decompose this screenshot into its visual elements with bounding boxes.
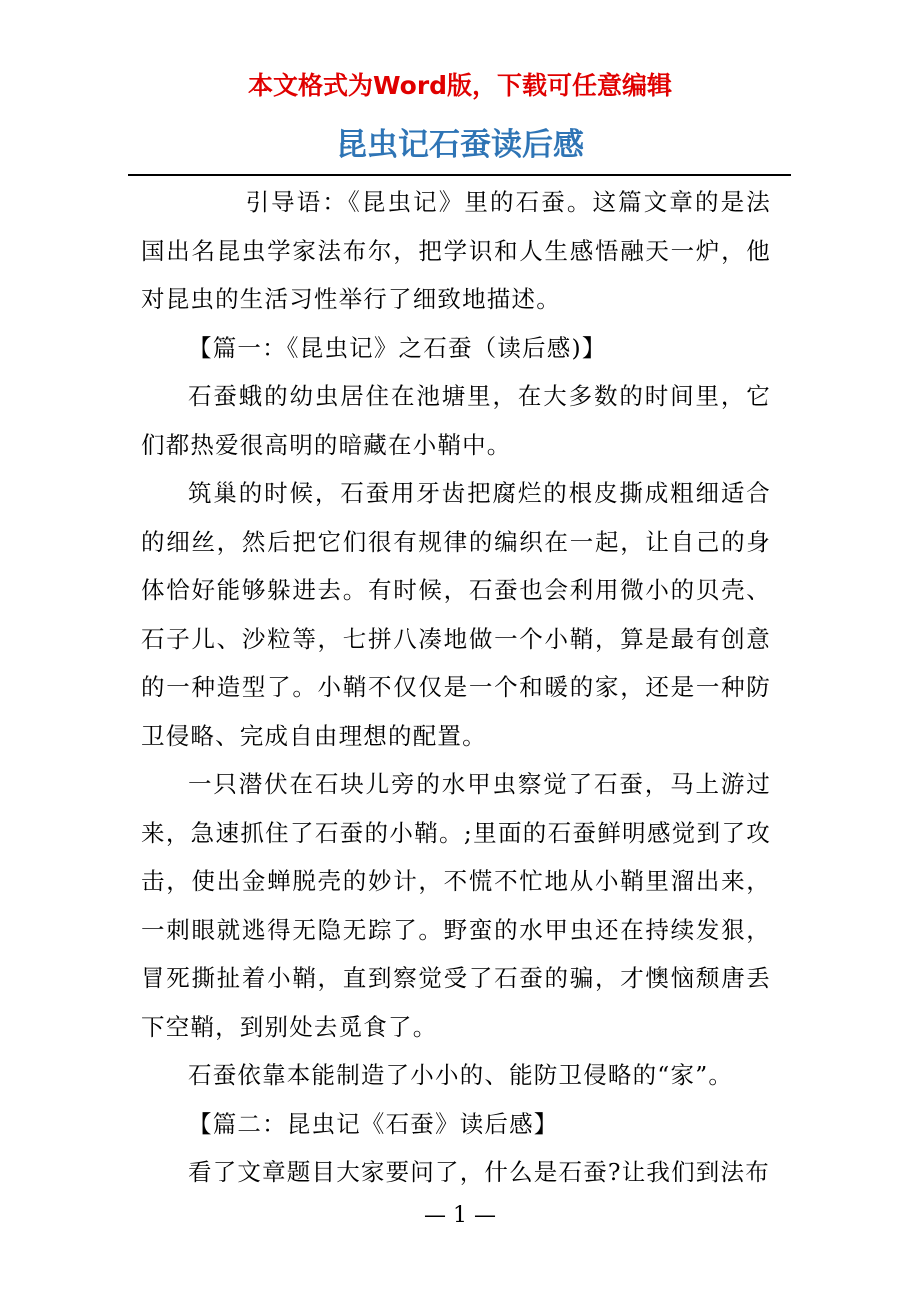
format-banner: 本文格式为Word版，下载可任意编辑 xyxy=(247,71,673,100)
title-divider xyxy=(128,174,791,176)
document-body xyxy=(141,178,771,1197)
body-paragraph: 筑巢的时候，石蚕用牙齿把腐烂的根皮撕成粗细适合的细丝，然后把它们很有规律的编织在一起，让自己的身体恰好能够躲进去。有时候，石蚕也会利用微小的贝壳、石子儿、沙粒等，七拼八凑地做一个小鞘，算是最有创意的一种造型了。小鞘不仅仅是一个和暖的家，还是一种防卫侵略、完成自由理想的配置。 xyxy=(141,479,771,750)
body-paragraph: 石蚕蛾的幼虫居住在池塘里，在大多数的时间里，它们都热爱很高明的暗藏在小鞘中。 xyxy=(141,382,771,459)
intro-paragraph: 引导语：《昆虫记》里的石蚕。这篇文章的是法国出名昆虫学家法布尔，把学识和人生感悟融天一炉，他对昆虫的生活习性举行了细致地描述。 xyxy=(141,188,771,313)
page-title: 昆虫记石蚕读后感 xyxy=(336,127,584,163)
page-number: — 1 — xyxy=(424,1203,496,1228)
body-paragraph: 看了文章题目大家要问了，什么是石蚕?让我们到法布 xyxy=(188,1158,770,1186)
body-paragraph: 石蚕依靠本能制造了小小的、能防卫侵略的“家”。 xyxy=(188,1061,734,1089)
body-paragraph: 一只潜伏在石块儿旁的水甲虫察觉了石蚕，马上游过来，急速抓住了石蚕的小鞘。;里面的石蚕鲜明感觉到了攻击，使出金蝉脱壳的妙计，不慌不忙地从小鞘里溜出来，一刺眼就逃得无隐无踪了。野蛮的水甲虫还在持续发狠，冒死撕扯着小鞘，直到察觉受了石蚕的骗，才懊恼颓唐丢下空鞘，到别处去觅食了。 xyxy=(141,770,771,1041)
section-heading-2: 【篇二：昆虫记《石蚕》读后感】 xyxy=(188,1109,559,1138)
section-heading-1: 【篇一：《昆虫记》之石蚕（读后感)】 xyxy=(188,333,607,362)
